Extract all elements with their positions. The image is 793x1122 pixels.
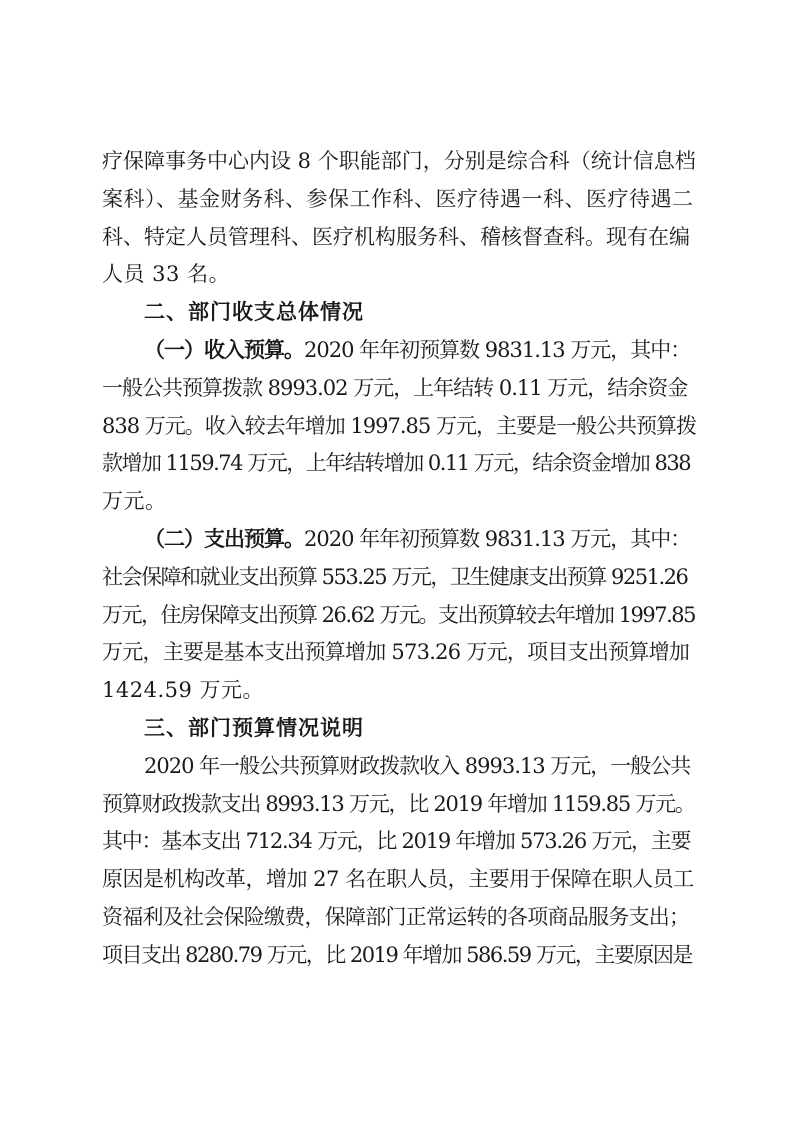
paragraph-line: 2020 年一般公共预算财政拨款收入 8993.13 万元，一般公共: [144, 753, 691, 778]
paragraph-text: 2020 年年初预算数 9831.13 万元，其中：: [304, 337, 691, 362]
paragraph-line: 案科）、基金财务科、参保工作科、医疗待遇一科、医疗待遇二: [102, 186, 694, 211]
paragraph-line: 838 万元。收入较去年增加 1997.85 万元，主要是一般公共预算拨: [102, 413, 696, 438]
paragraph-line: 预算财政拨款支出 8993.13 万元，比 2019 年增加 1159.85 万元。: [102, 791, 695, 816]
paragraph-line: [102, 521, 696, 559]
document-body: [102, 143, 696, 975]
paragraph-line: 万元，住房保障支出预算 26.62 万元。支出预算较去年增加 1997.85: [102, 602, 695, 627]
paragraph-line: 社会保障和就业支出预算 553.25 万元，卫生健康支出预算 9251.26: [102, 564, 688, 589]
paragraph-line: 一般公共预算拨款 8993.02 万元，上年结转 0.11 万元，结余资金: [102, 375, 688, 400]
paragraph-line: 疗保障事务中心内设 8 个职能部门，分别是综合科（统计信息档: [102, 149, 696, 173]
section-heading: 三、部门预算情况说明: [144, 715, 364, 740]
paragraph-line: 科、特定人员管理科、医疗机构服务科、稽核督查科。现有在编: [102, 224, 690, 249]
paragraph-line: 原因是机构改革，增加 27 名在职人员，主要用于保障在职人员工: [102, 867, 694, 892]
paragraph-line: 款增加 1159.74 万元，上年结转增加 0.11 万元，结余资金增加 838: [102, 451, 691, 476]
paragraph-line: 万元，主要是基本支出预算增加 573.26 万元，项目支出预算增加: [102, 640, 690, 665]
paragraph-line: 1424.59 万元。: [102, 678, 265, 703]
subsection-label: （二）支出预算。: [144, 526, 304, 551]
paragraph-line: 项目支出 8280.79 万元，比 2019 年增加 586.59 万元，主要原因是: [102, 942, 692, 967]
paragraph-line: [102, 332, 696, 370]
paragraph-line: 其中：基本支出 712.34 万元，比 2019 年增加 573.26 万元，主要: [102, 829, 691, 854]
section-heading: 二、部门收支总体情况: [144, 300, 364, 325]
paragraph-text: 2020 年年初预算数 9831.13 万元，其中：: [304, 526, 691, 551]
paragraph-line: 人员 33 名。: [102, 262, 231, 287]
subsection-label: （一）收入预算。: [144, 337, 304, 362]
paragraph-line: 万元。: [102, 489, 167, 514]
paragraph-line: 资福利及社会保险缴费，保障部门正常运转的各项商品服务支出；: [102, 904, 690, 929]
